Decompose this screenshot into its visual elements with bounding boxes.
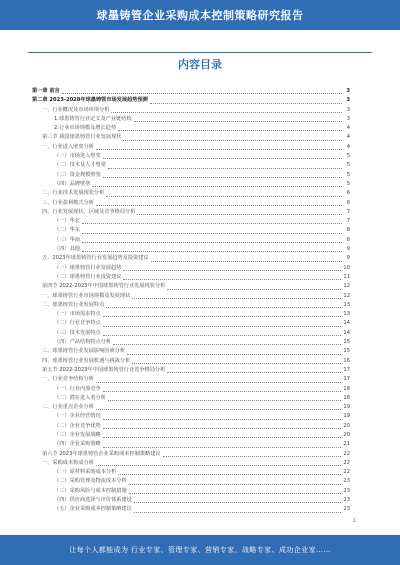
toc-entry[interactable] xyxy=(32,385,350,394)
footer-bar xyxy=(0,535,400,565)
toc-entry[interactable] xyxy=(32,96,350,105)
toc-leader-dots xyxy=(103,391,342,392)
report-title: 球墨铸管企业采购成本控制策略研究报告 xyxy=(96,9,304,22)
toc-entry[interactable] xyxy=(32,236,350,245)
toc-entry[interactable] xyxy=(32,143,350,152)
toc-entry-page: 5 xyxy=(346,162,350,169)
toc-entry-page: 22 xyxy=(343,459,350,466)
toc-entry[interactable] xyxy=(32,189,350,198)
toc-leader-dots xyxy=(118,130,342,131)
toc-entry-page: 5 xyxy=(346,153,350,160)
toc-entry-text: （二）企业竞争优势 xyxy=(54,422,101,429)
toc-entry-text: （一）原材料采购成本分析 xyxy=(54,469,117,476)
toc-entry-text: （四）企业采购策略 xyxy=(54,441,101,448)
toc-entry-page: 3 xyxy=(346,88,350,94)
toc-entry-page: 11 xyxy=(343,273,350,280)
toc-entry-page: 15 xyxy=(343,348,350,355)
toc-entry-text: （二）技术及人才壁垒 xyxy=(54,162,106,169)
toc-entry-text: （二）采购管理及物流成本分析 xyxy=(54,478,127,485)
toc-entry[interactable] xyxy=(32,450,350,459)
toc-entry[interactable] xyxy=(32,412,350,421)
toc-entry[interactable] xyxy=(32,366,350,375)
toc-entry[interactable] xyxy=(32,106,350,115)
toc-leader-dots xyxy=(132,298,341,299)
toc-entry-text: （三）技术发展特点 xyxy=(54,329,101,336)
toc-entry[interactable] xyxy=(32,496,350,505)
toc-leader-dots xyxy=(108,400,342,401)
toc-entry[interactable] xyxy=(32,171,350,180)
toc-entry-text: （五）企业采购成本控制策略建议 xyxy=(54,506,132,513)
toc-leader-dots xyxy=(82,233,342,234)
toc-entry-text: （一）球墨铸管行业发展趋势 xyxy=(54,264,122,271)
toc-entry-page: 4 xyxy=(346,143,350,150)
toc-entry-text: 一、采购成本构成分析 xyxy=(42,459,94,466)
toc-entry[interactable] xyxy=(32,254,350,263)
toc-entry[interactable] xyxy=(32,487,350,496)
toc-entry-page: 7 xyxy=(346,218,350,225)
toc-entry[interactable] xyxy=(32,394,350,403)
toc-entry-page: 18 xyxy=(343,385,350,392)
toc-entry[interactable] xyxy=(32,357,350,366)
toc-leader-dots xyxy=(62,93,342,94)
toc-leader-dots xyxy=(82,223,342,224)
toc-entry-text: 四、行业发展现状、区域及竞争格局分析 xyxy=(42,208,136,215)
toc-entry-page: 3 xyxy=(346,106,350,113)
toc-entry[interactable] xyxy=(32,152,350,161)
toc-leader-dots xyxy=(103,158,342,159)
toc-entry-page: 5 xyxy=(346,180,350,187)
toc-entry-text: （三）企业发展战略 xyxy=(54,431,101,438)
toc-entry-text: （三）采购风险与成本控制措施 xyxy=(54,487,127,494)
toc-entry[interactable] xyxy=(32,282,350,291)
toc-entry[interactable] xyxy=(32,422,350,431)
toc-entry-text: 第二章 2023-2028年球墨铸管市场发展趋势预测 xyxy=(32,97,148,104)
toc-leader-dots xyxy=(96,382,342,383)
toc-entry[interactable] xyxy=(32,87,350,96)
toc-entry-page: 13 xyxy=(343,311,350,318)
toc-entry-text: 一、球墨铸管行业市场规模及发展现状 xyxy=(42,292,131,299)
toc-leader-dots xyxy=(103,437,342,438)
toc-entry[interactable] xyxy=(32,115,350,124)
toc-entry[interactable] xyxy=(32,301,350,310)
toc-entry-text: 二、行业技术发展现状分析 xyxy=(42,190,105,197)
toc-entry-page: 17 xyxy=(343,376,350,383)
toc-leader-dots xyxy=(103,326,342,327)
toc-entry[interactable] xyxy=(32,208,350,217)
toc-leader-dots xyxy=(108,168,342,169)
toc-entry[interactable] xyxy=(32,217,350,226)
toc-entry-text: （一）行业内部竞争 xyxy=(54,385,101,392)
toc-entry[interactable] xyxy=(32,477,350,486)
toc-leader-dots xyxy=(118,474,341,475)
toc-entry[interactable] xyxy=(32,468,350,477)
toc-entry-text: （四）供应商选择与评价体系建设 xyxy=(54,497,132,504)
toc-entry-page: 12 xyxy=(343,292,350,299)
toc-entry[interactable] xyxy=(32,133,350,142)
toc-entry[interactable] xyxy=(32,431,350,440)
toc-leader-dots xyxy=(103,316,342,317)
toc-leader-dots xyxy=(137,214,342,215)
toc-leader-dots xyxy=(103,335,342,336)
toc-entry[interactable] xyxy=(32,319,350,328)
toc-entry-page: 23 xyxy=(343,478,350,485)
toc-entry[interactable] xyxy=(32,329,350,338)
toc-entry-page: 14 xyxy=(343,329,350,336)
toc-entry-page: 9 xyxy=(346,246,350,253)
toc-entry-text: 第三节 我国球墨铸管行业发展现状 xyxy=(42,134,122,141)
toc-entry-text: 四、球墨铸管行业发展机遇与挑战分析 xyxy=(42,357,131,364)
toc-entry[interactable] xyxy=(32,440,350,449)
footer-slogan: 让每个人都能成为 行业专家、管理专家、营销专家、战略专家、成功企业家…… xyxy=(69,546,331,554)
toc-leader-dots xyxy=(96,465,342,466)
toc-entry-page: 5 xyxy=(346,171,350,178)
toc-entry-text: 三、球墨铸管行业发展影响因素分析 xyxy=(42,348,126,355)
toc-leader-dots xyxy=(167,289,341,290)
header-bar xyxy=(0,0,400,30)
toc-entry-text: （二）球墨铸管行业投资建议 xyxy=(54,273,122,280)
toc-entry-page: 23 xyxy=(343,487,350,494)
toc-entry-page: 20 xyxy=(343,431,350,438)
toc-entry-text: （一）市场进入壁垒 xyxy=(54,153,101,160)
toc-leader-dots xyxy=(92,186,342,187)
toc-leader-dots xyxy=(103,428,342,429)
toc-entry-page: 15 xyxy=(343,339,350,346)
toc-entry-text: 第一章 前言 xyxy=(32,88,60,94)
toc-leader-dots xyxy=(163,456,342,457)
toc-entry-page: 4 xyxy=(346,134,350,141)
toc-entry-page: 14 xyxy=(343,320,350,327)
toc-entry[interactable] xyxy=(32,459,350,468)
toc-leader-dots xyxy=(96,149,342,150)
toc-leader-dots xyxy=(82,242,342,243)
toc-entry-page: 6 xyxy=(346,190,350,197)
title-divider xyxy=(28,52,372,53)
toc-entry-text: （二）潜在进入者分析 xyxy=(54,394,106,401)
toc-leader-dots xyxy=(111,112,342,113)
toc-entry[interactable] xyxy=(32,505,350,514)
toc-entry-text: 一、行业概况及市场环境分析 xyxy=(42,106,110,113)
toc-entry-text: 2.行业市场规模及增长趋势 xyxy=(54,125,117,132)
toc-leader-dots xyxy=(132,363,341,364)
toc-entry-page: 6 xyxy=(346,199,350,206)
toc-entry[interactable] xyxy=(32,310,350,319)
toc-leader-dots xyxy=(113,344,341,345)
toc-leader-dots xyxy=(96,409,342,410)
toc-entry-page: 17 xyxy=(343,366,350,373)
toc-entry-page: 21 xyxy=(343,441,350,448)
toc-entry[interactable] xyxy=(32,375,350,384)
toc-entry-page: 16 xyxy=(343,357,350,364)
toc-leader-dots xyxy=(129,493,342,494)
toc-entry-page: 7 xyxy=(346,208,350,215)
toc-entry[interactable] xyxy=(32,124,350,133)
toc-entry-text: （四）品牌壁垒 xyxy=(54,180,91,187)
toc-entry-text: （二）华东 xyxy=(54,227,80,234)
toc-entry-page: 3 xyxy=(346,115,350,122)
toc-entry-text: 一、行业进入壁垒分析 xyxy=(42,143,94,150)
toc-leader-dots xyxy=(106,196,342,197)
toc-leader-dots xyxy=(129,484,342,485)
toc-leader-dots xyxy=(167,372,341,373)
toc-entry-page: 10 xyxy=(343,264,350,271)
toc-entry-page: 3 xyxy=(346,97,350,104)
toc-leader-dots xyxy=(123,270,341,271)
toc-entry[interactable] xyxy=(32,245,350,254)
toc-entry[interactable] xyxy=(32,338,350,347)
toc-entry-text: 第五节 2022-2023年中国球墨铸管行业竞争格局分析 xyxy=(42,366,166,373)
toc-entry-page: 22 xyxy=(343,450,350,457)
toc-leader-dots xyxy=(151,261,342,262)
toc-entry[interactable] xyxy=(32,292,350,301)
toc-entry-text: 二、行业重点企业分析 xyxy=(42,404,94,411)
toc-entry-text: 一、行业竞争结构分析 xyxy=(42,376,94,383)
toc-leader-dots xyxy=(103,177,342,178)
toc-entry-page: 19 xyxy=(343,404,350,411)
toc-leader-dots xyxy=(106,307,341,308)
toc-leader-dots xyxy=(96,205,342,206)
page-number: 1 xyxy=(352,518,356,524)
toc-leader-dots xyxy=(134,502,342,503)
toc-entry-page: 4 xyxy=(346,125,350,132)
toc-heading: 内容目录 xyxy=(178,58,222,71)
toc-entry-text: （四）产品结构特点分析 xyxy=(54,339,112,346)
toc-entry-text: 二、球墨铸管行业发展特点 xyxy=(42,301,105,308)
toc-entry[interactable] xyxy=(32,264,350,273)
toc-entry-page: 8 xyxy=(346,227,350,234)
toc-entry[interactable] xyxy=(32,347,350,356)
toc-entry-page: 19 xyxy=(343,413,350,420)
toc-entry[interactable] xyxy=(32,226,350,235)
toc-entry-text: （一）市场需求特点 xyxy=(54,311,101,318)
toc-entry-text: （二）行业竞争特点 xyxy=(54,320,101,327)
toc-entry-text: 第四节 2022-2023年中国球墨铸管行业发展现状分析 xyxy=(42,283,166,290)
toc-leader-dots xyxy=(82,251,342,252)
toc-leader-dots xyxy=(134,512,342,513)
toc-entry-page: 23 xyxy=(343,506,350,513)
toc-entry[interactable] xyxy=(32,273,350,282)
toc-entry-page: 22 xyxy=(343,469,350,476)
toc-entry-text: 第六节 2023年球墨铸管企业采购成本控制策略建议 xyxy=(42,450,161,457)
toc-entry[interactable] xyxy=(32,199,350,208)
toc-entry-page: 13 xyxy=(343,301,350,308)
toc-entry-page: 9 xyxy=(346,255,350,262)
toc-leader-dots xyxy=(150,103,342,104)
toc-entry-text: （一）企业经营情况 xyxy=(54,413,101,420)
toc-entry[interactable] xyxy=(32,180,350,189)
toc-leader-dots xyxy=(123,279,341,280)
toc-leader-dots xyxy=(134,121,342,122)
toc-entry-text: （一）华北 xyxy=(54,218,80,225)
toc-leader-dots xyxy=(103,419,342,420)
toc-entry-text: 三、行业盈利模式分析 xyxy=(42,199,94,206)
toc-entry-text: （四）其他 xyxy=(54,246,80,253)
toc-entry-page: 23 xyxy=(343,497,350,504)
toc-leader-dots xyxy=(103,447,342,448)
toc-leader-dots xyxy=(123,140,342,141)
toc-entry-text: 五、2023年球墨铸管行业发展趋势及投资建议 xyxy=(42,255,149,262)
toc-entry-text: （三）资金规模壁垒 xyxy=(54,171,101,178)
toc-entry-page: 8 xyxy=(346,236,350,243)
table-of-contents xyxy=(32,87,350,515)
toc-entry-page: 12 xyxy=(343,283,350,290)
toc-entry-text: 1.球墨铸管行业定义及产业链结构 xyxy=(54,115,132,122)
toc-entry-text: （三）华南 xyxy=(54,236,80,243)
toc-entry-page: 18 xyxy=(343,394,350,401)
toc-leader-dots xyxy=(127,354,341,355)
toc-entry[interactable] xyxy=(32,403,350,412)
toc-entry[interactable] xyxy=(32,161,350,170)
toc-entry-page: 20 xyxy=(343,422,350,429)
